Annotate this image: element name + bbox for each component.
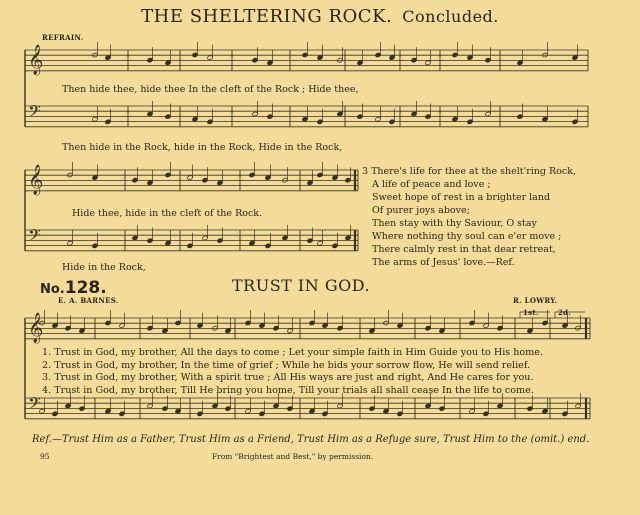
credit-line: From "Brightest and Best," by permission. xyxy=(212,452,374,461)
refrain-label: REFRAIN. xyxy=(42,33,84,42)
verse-line: 3 There's life for thee at the shelt'ring Rock, xyxy=(362,166,576,177)
system1-treble-lyrics: Then hide thee, hide thee In the cleft of the Rock ; Hide thee, xyxy=(62,84,359,95)
hymn-composer: R. LOWRY. xyxy=(513,296,558,305)
hymn-verse: 3. Trust in God, my brother, With a spirit true ; All His ways are just and right, And He cares for you. xyxy=(42,372,534,383)
hymn-verse: 4. Trust in God, my brother, Till He bring you home, Till your trials all shall cease In the life to come. xyxy=(42,384,534,396)
hymn-verses xyxy=(42,347,543,397)
verse-line: There calmly rest in that dear retreat, xyxy=(372,244,556,255)
verse-line: A life of peace and love ; xyxy=(372,179,491,190)
hymn-verse: 1. Trust in God, my brother, All the days to come ; Let your simple faith in Him Guide you to His home. xyxy=(42,347,544,358)
hymn-author: E. A. BARNES. xyxy=(58,296,119,305)
hymn-number: No.128. xyxy=(40,278,107,298)
hymn-verse: 2. Trust in God, my brother, In the time of grief ; While he bids your sorrow flow, He will send relief. xyxy=(42,359,531,371)
first-ending-label: 1st. xyxy=(523,308,539,317)
verse-three xyxy=(362,165,576,269)
verse-line: Sweet hope of rest in a brighter land xyxy=(372,192,551,203)
song-subtitle: Concluded. xyxy=(402,7,499,26)
verse-line: Where nothing thy soul can e'er move ; xyxy=(372,231,562,242)
system2-bass-lyrics: Hide in the Rock, xyxy=(62,262,146,273)
verse-line: Of purer joys above; xyxy=(372,205,470,216)
song-title: THE SHELTERING ROCK. xyxy=(141,6,393,27)
system2-treble-lyrics: Hide thee, hide in the cleft of the Rock. xyxy=(72,208,263,219)
hymn-refrain-line: Ref.—Trust Him as a Father, Trust Him as a Friend, Trust Him as a Refuge sure, Trust Him to the (omit.) end. xyxy=(32,434,590,445)
bass-clef-icon: 𝄢 xyxy=(28,225,41,249)
treble-clef-icon: 𝄞 xyxy=(28,165,44,195)
verse-line: Then stay with thy Saviour, O stay xyxy=(372,218,537,229)
second-ending-label: 2d. xyxy=(558,308,572,317)
treble-clef-icon: 𝄞 xyxy=(28,313,44,343)
bass-clef-icon: 𝄢 xyxy=(28,393,41,417)
treble-clef-icon: 𝄞 xyxy=(28,45,44,75)
page-number: 95 xyxy=(40,452,50,461)
hymn-title: TRUST IN GOD. xyxy=(232,276,371,295)
bass-clef-icon: 𝄢 xyxy=(28,101,41,125)
system1-bass-lyrics: Then hide in the Rock, hide in the Rock, Hide in the Rock, xyxy=(62,142,343,153)
verse-line: The arms of Jesus' love.—Ref. xyxy=(372,257,515,268)
